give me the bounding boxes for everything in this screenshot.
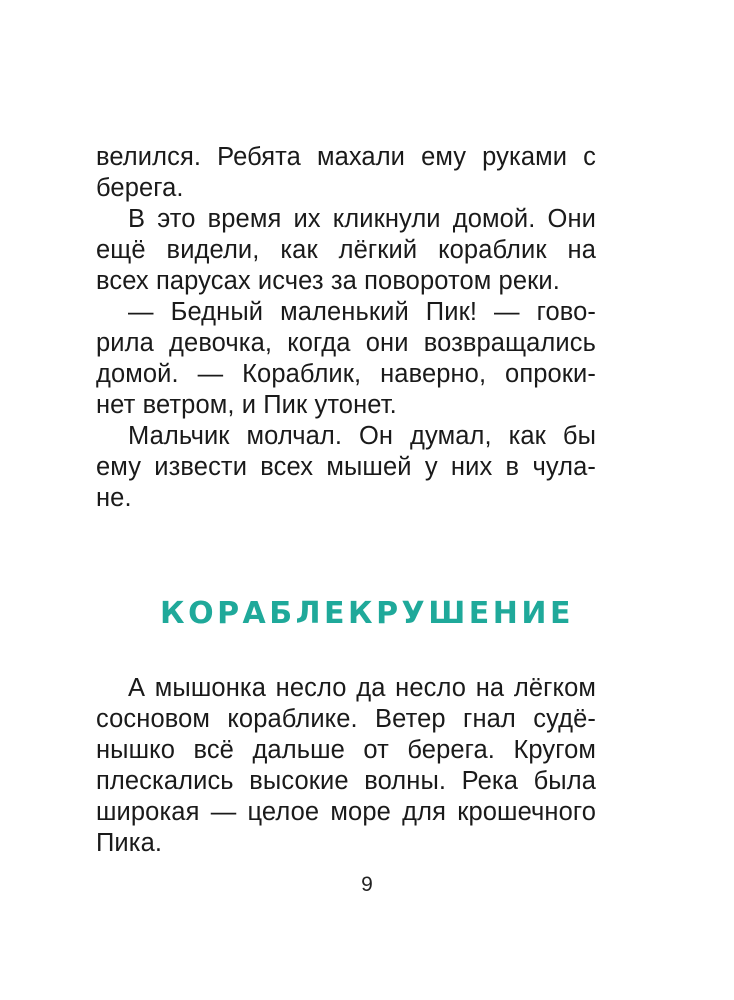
text-line: всех парусах исчез за поворотом реки. <box>96 267 560 295</box>
text-line: нышко всё дальше от берега. Кругом <box>96 736 596 764</box>
text-line: велился. Ребята махали ему руками с <box>96 143 596 171</box>
text-line: В это время их кликнули домой. Они <box>128 205 596 233</box>
text-line: нет ветром, и Пик утонет. <box>96 391 397 419</box>
page-number: 9 <box>361 873 373 896</box>
text-line: широкая — целое море для крошечного <box>96 798 596 826</box>
text-line: домой. — Кораблик, наверно, опроки- <box>96 360 596 388</box>
text-line: ему извести всех мышей у них в чула- <box>96 453 596 481</box>
text-line: не. <box>96 484 132 512</box>
text-line: берега. <box>96 174 184 202</box>
text-line: сосновом кораблике. Ветер гнал судё- <box>96 705 596 733</box>
text-line: ещё видели, как лёгкий кораблик на <box>96 236 596 264</box>
text-line: Мальчик молчал. Он думал, как бы <box>128 422 596 450</box>
chapter-title: КОРАБЛЕКРУШЕНИЕ <box>160 596 574 631</box>
text-line: — Бедный маленький Пик! — гово- <box>128 298 596 326</box>
text-line: рила девочка, когда они возвращались <box>96 329 596 357</box>
text-line: плескались высокие волны. Река была <box>96 767 596 795</box>
text-line: А мышонка несло да несло на лёгком <box>128 674 596 702</box>
text-line: Пика. <box>96 829 163 857</box>
